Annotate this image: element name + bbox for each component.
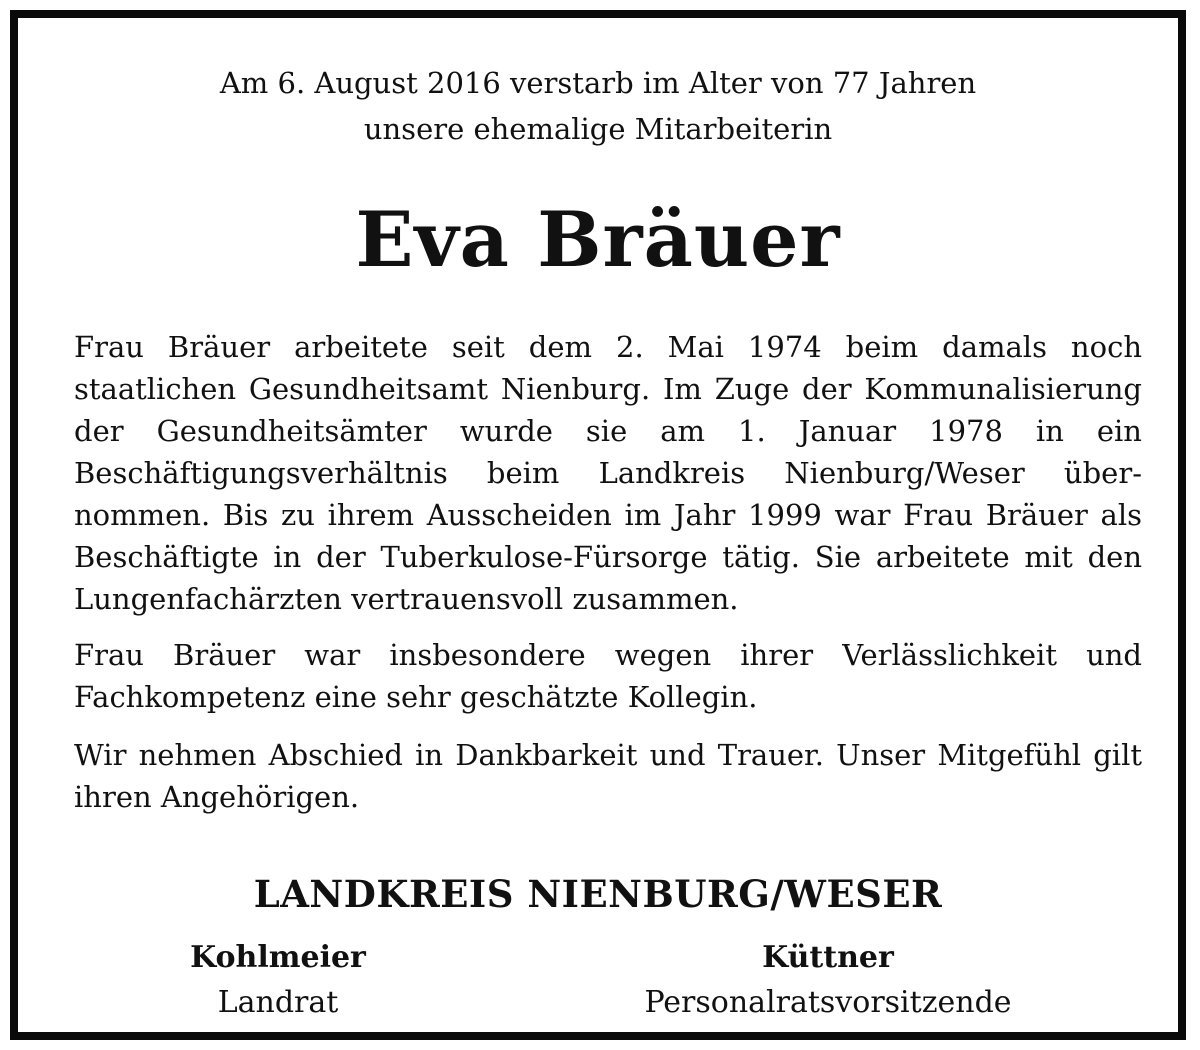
paragraph-farewell: Wir nehmen Abschied in Dankbarkeit und Trauer. Unser Mitgefühl gilt ihren Angehörigen. [74,738,1142,814]
signatory-left [148,936,408,1026]
paragraph-career: Frau Bräuer arbeitete seit dem 2. Mai 1974 beim damals noch staatlichen Gesundheitsamt Nienburg. Im Zuge der Kommunalisierung der Gesundheitsämter wurde sie am 1. Januar 1978 in ein Beschäftigungsverhältnis beim Landkreis Nienburg/Weser übernommen. Bis zu ihrem Ausscheiden im Jahr 1999 war Frau Bräuer als Beschäftigte in der Tuberkulose-Fürsorge tätig. Sie arbeitete mit den Lungenfachärzten vertrauensvoll zusammen. [74,330,1142,616]
signatory-title: Personalratsvorsitzende [644,985,1012,1020]
obituary-frame [10,10,1186,1040]
signatory-name: Küttner [762,940,894,975]
intro-text [18,60,1178,152]
intro-line-2: unsere ehemalige Mitarbeiterin [363,112,833,146]
paragraph-appreciation: Frau Bräuer war insbesondere wegen ihrer Verlässlichkeit und Fachkompetenz eine sehr geschätzte Kollegin. [74,638,1142,714]
signatory-right [578,936,1078,1026]
signatory-name: Kohlmeier [190,940,366,975]
signatory-title: Landrat [217,985,339,1020]
deceased-name: Eva Bräuer [355,195,841,284]
organization-name: LANDKREIS NIENBURG/WESER [253,872,943,916]
intro-line-1: Am 6. August 2016 verstarb im Alter von 77 Jahren [219,66,977,100]
